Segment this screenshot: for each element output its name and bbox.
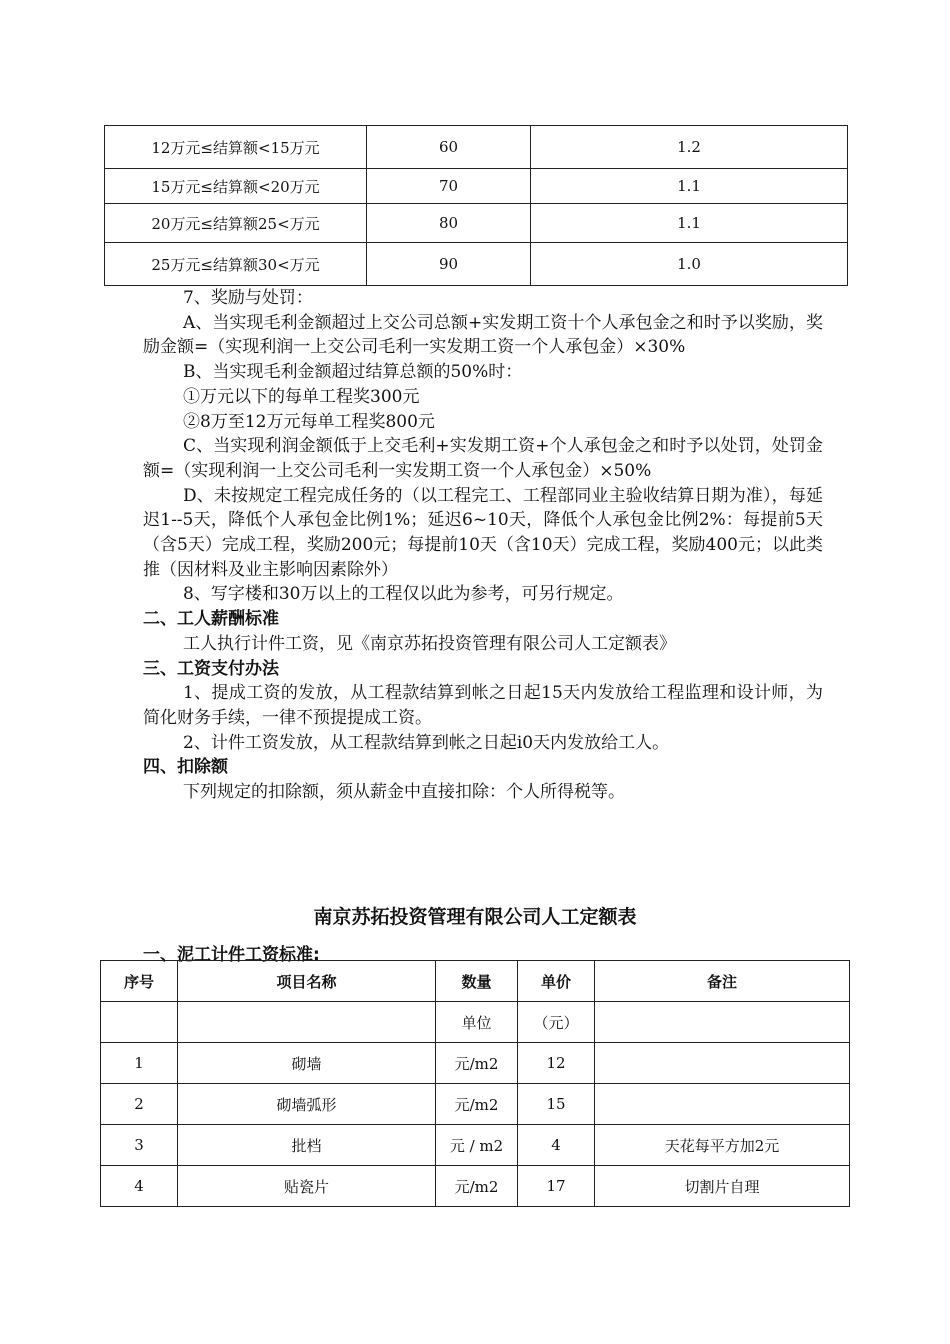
column-header: 项目名称 <box>178 961 436 1002</box>
column-header: 单价 <box>518 961 595 1002</box>
column-header: 序号 <box>101 961 178 1002</box>
table-cell: 90 <box>367 243 531 286</box>
table-cell: 17 <box>518 1166 595 1207</box>
paragraph: ②8万至12万元每单工程奖800元 <box>183 411 435 432</box>
paragraph: 下列规定的扣除额，须从薪金中直接扣除：个人所得税等。 <box>183 782 625 803</box>
table-cell <box>178 1002 436 1043</box>
table-cell <box>595 1043 850 1084</box>
column-header: 数量 <box>436 961 518 1002</box>
paragraph: ①万元以下的每单工程奖300元 <box>183 386 420 407</box>
paragraph: 8、写字楼和30万以上的工程仅以此为参考，可另行规定。 <box>183 584 624 605</box>
table-cell: 批档 <box>178 1125 436 1166</box>
paragraph: 7、奖励与处罚： <box>183 288 313 308</box>
table-cell: 元/m2 <box>436 1043 518 1084</box>
section-heading: 二、工人薪酬标准 <box>143 609 279 630</box>
table-cell: 贴瓷片 <box>178 1166 436 1207</box>
table-cell: 1.0 <box>531 243 848 286</box>
table-cell: 2 <box>101 1084 178 1125</box>
table-cell: 3 <box>101 1125 178 1166</box>
settlement-ratio-table <box>104 125 848 286</box>
table-row <box>101 1166 850 1207</box>
column-header: 备注 <box>595 961 850 1002</box>
paragraph: B、当实现毛利金额超过结算总额的50%时： <box>183 362 523 383</box>
labor-quota-table <box>100 960 850 1207</box>
table-cell: （元） <box>518 1002 595 1043</box>
table-cell <box>595 1002 850 1043</box>
table-cell: 20万元≤结算额25<万元 <box>105 204 367 243</box>
table-cell <box>101 1002 178 1043</box>
section-subtitle: 一、泥工计件工资标准: <box>143 945 320 965</box>
section-heading: 四、扣除额 <box>143 757 228 778</box>
paragraph: D、未按规定工程完成任务的（以工程完工、工程部同业主验收结算日期为准），每延迟1--5天，降低个人承包金比例1%；延迟6~10天，降低个人承包金比例2%：每提前5天（含5天）完成工程，奖励200元；每提前10天（含10天）完成工程，奖励400元；以此类推（因材料及业主影响因素除外） <box>143 485 823 580</box>
table-cell: 25万元≤结算额30<万元 <box>105 243 367 286</box>
table-cell: 天花每平方加2元 <box>595 1125 850 1166</box>
table-row <box>105 204 848 243</box>
table-cell: 砌墙 <box>178 1043 436 1084</box>
table-row <box>105 243 848 286</box>
table-cell: 1.1 <box>531 169 848 204</box>
table-row <box>101 1043 850 1084</box>
paragraph: 工人执行计件工资，见《南京苏拓投资管理有限公司人工定额表》 <box>183 633 676 654</box>
table-cell: 4 <box>518 1125 595 1166</box>
table-row <box>101 1002 850 1043</box>
document-title: 南京苏拓投资管理有限公司人工定额表 <box>313 906 637 928</box>
table-cell: 1 <box>101 1043 178 1084</box>
table-cell: 60 <box>367 126 531 169</box>
table-cell: 1.2 <box>531 126 848 169</box>
table-cell: 元/m2 <box>436 1084 518 1125</box>
paragraph: C、当实现利润金额低于上交毛利+实发期工资+个人承包金之和时予以处罚，处罚金额=（实现利润一上交公司毛利一实发期工资一个人承包金）×50% <box>143 436 823 481</box>
table-cell <box>595 1084 850 1125</box>
paragraph: A、当实现毛利金额超过上交公司总额+实发期工资十个人承包金之和时予以奖励，奖励金额=（实现利润一上交公司毛利一实发期工资一个人承包金）×30% <box>143 312 823 358</box>
table-cell: 70 <box>367 169 531 204</box>
table-row <box>101 1125 850 1166</box>
table-row <box>105 126 848 169</box>
paragraph: 1、提成工资的发放，从工程款结算到帐之日起15天内发放给工程监理和设计师，为简化财务手续，一律不预提提成工资。 <box>143 683 823 728</box>
table-cell: 15万元≤结算额<20万元 <box>105 169 367 204</box>
body-text <box>143 286 823 805</box>
table-cell: 单位 <box>436 1002 518 1043</box>
table-cell: 1.1 <box>531 204 848 243</box>
table-cell: 80 <box>367 204 531 243</box>
table-cell: 元 / m2 <box>436 1125 518 1166</box>
table-header-row <box>101 961 850 1002</box>
table-cell: 12万元≤结算额<15万元 <box>105 126 367 169</box>
table-row <box>101 1084 850 1125</box>
table-cell: 12 <box>518 1043 595 1084</box>
paragraph: 2、计件工资发放，从工程款结算到帐之日起i0天内发放给工人。 <box>183 732 670 753</box>
table-cell: 元/m2 <box>436 1166 518 1207</box>
table-cell: 砌墙弧形 <box>178 1084 436 1125</box>
table-cell: 切割片自理 <box>595 1166 850 1207</box>
table-cell: 15 <box>518 1084 595 1125</box>
table-cell: 4 <box>101 1166 178 1207</box>
table-row <box>105 169 848 204</box>
section-heading: 三、工资支付办法 <box>143 658 279 679</box>
